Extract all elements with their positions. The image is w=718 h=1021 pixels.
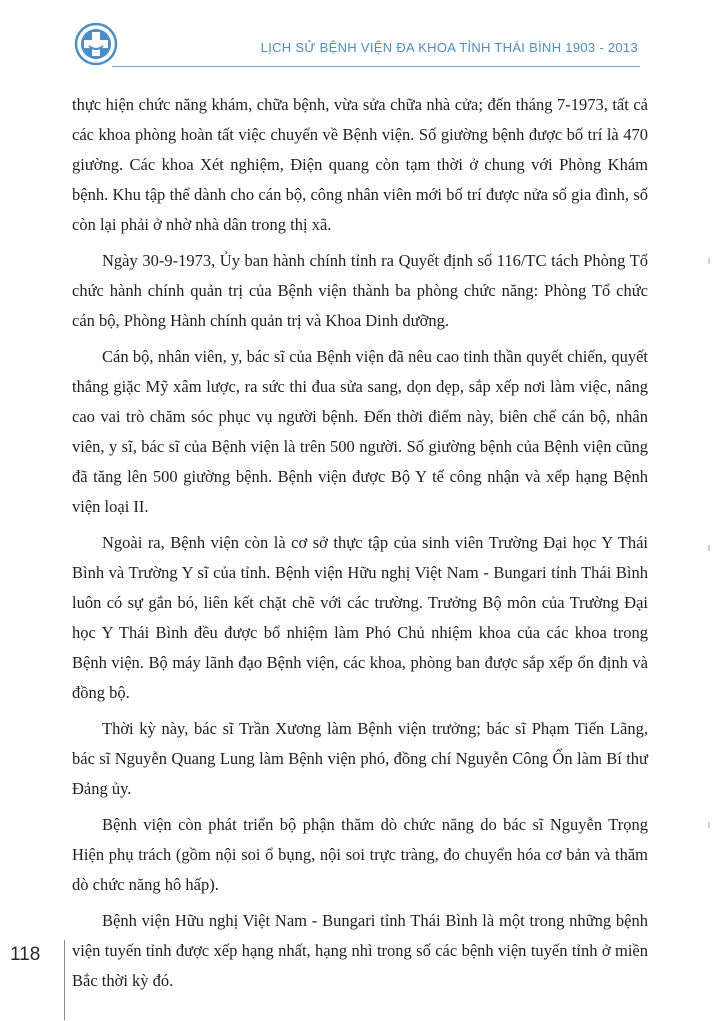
paragraph: Thời kỳ này, bác sĩ Trần Xương làm Bệnh viện trưởng; bác sĩ Phạm Tiến Lãng, bác sĩ Nguyễn Quang Lung làm Bệnh viện phó, đồng chí Nguyễn Công Ổn làm Bí thư Đảng ủy. [72, 719, 648, 798]
scan-mark [708, 822, 710, 828]
page-number: 118 [10, 944, 41, 965]
footer-margin-rule [64, 940, 65, 1020]
paragraph: Ngày 30-9-1973, Ủy ban hành chính tỉnh ra Quyết định số 116/TC tách Phòng Tổ chức hành chính quản trị của Bệnh viện thành ba phòng chức năng: Phòng Tổ chức cán bộ, Phòng Hành chính quản trị và Khoa Dinh dưỡng. [72, 251, 648, 330]
paragraph: Ngoài ra, Bệnh viện còn là cơ sở thực tập của sinh viên Trường Đại học Y Thái Bình và Trường Y sĩ của tỉnh. Bệnh viện Hữu nghị Việt Nam - Bungari tỉnh Thái Bình luôn có sự gắn bó, liên kết chặt chẽ với các trường. Trưởng Bộ môn của Trường Đại học Y Thái Bình đều được bổ nhiệm làm Phó Chủ nhiệm khoa của các khoa trong Bệnh viện. Bộ máy lãnh đạo Bệnh viện, các khoa, phòng ban được sắp xếp ổn định và đồng bộ. [72, 533, 648, 702]
scan-mark [708, 258, 710, 264]
body-text [72, 90, 648, 1002]
running-header-title: LỊCH SỬ BỆNH VIỆN ĐA KHOA TỈNH THÁI BÌNH 1903 - 2013 [260, 40, 638, 55]
header-divider [112, 66, 640, 67]
paragraph-continued: thực hiện chức năng khám, chữa bệnh, vừa sửa chữa nhà cửa; đến tháng 7-1973, tất cả các khoa phòng hoàn tất việc chuyển về Bệnh viện. Số giường bệnh được bố trí là 470 giường. Các khoa Xét nghiệm, Điện quang còn tạm thời ở chung với Phòng Khám bệnh. Khu tập thể dành cho cán bộ, công nhân viên mới bố trí được nửa số gia đình, số còn lại phải ở nhờ nhà dân trong thị xã. [72, 95, 648, 234]
paragraph: Bệnh viện Hữu nghị Việt Nam - Bungari tỉnh Thái Bình là một trong những bệnh viện tuyến tỉnh được xếp hạng nhất, hạng nhì trong số các bệnh viện tuyến tỉnh ở miền Bắc thời kỳ đó. [72, 911, 648, 990]
paragraph: Cán bộ, nhân viên, y, bác sĩ của Bệnh viện đã nêu cao tinh thần quyết chiến, quyết thắng giặc Mỹ xâm lược, ra sức thi đua sửa sang, dọn dẹp, sắp xếp nơi làm việc, nâng cao vai trò chăm sóc phục vụ người bệnh. Đến thời điểm này, biên chế cán bộ, nhân viên, y sĩ, bác sĩ của Bệnh viện là trên 500 người. Số giường bệnh của Bệnh viện cũng đã tăng lên 500 giường bệnh. Bệnh viện được Bộ Y tế công nhận và xếp hạng Bệnh viện loại II. [72, 347, 648, 516]
scan-mark [708, 545, 710, 551]
paragraph: Bệnh viện còn phát triển bộ phận thăm dò chức năng do bác sĩ Nguyễn Trọng Hiện phụ trách (gồm nội soi ổ bụng, nội soi trực tràng, đo chuyển hóa cơ bản và thăm dò chức năng hô hấp). [72, 815, 648, 894]
hospital-logo-icon [74, 22, 118, 66]
